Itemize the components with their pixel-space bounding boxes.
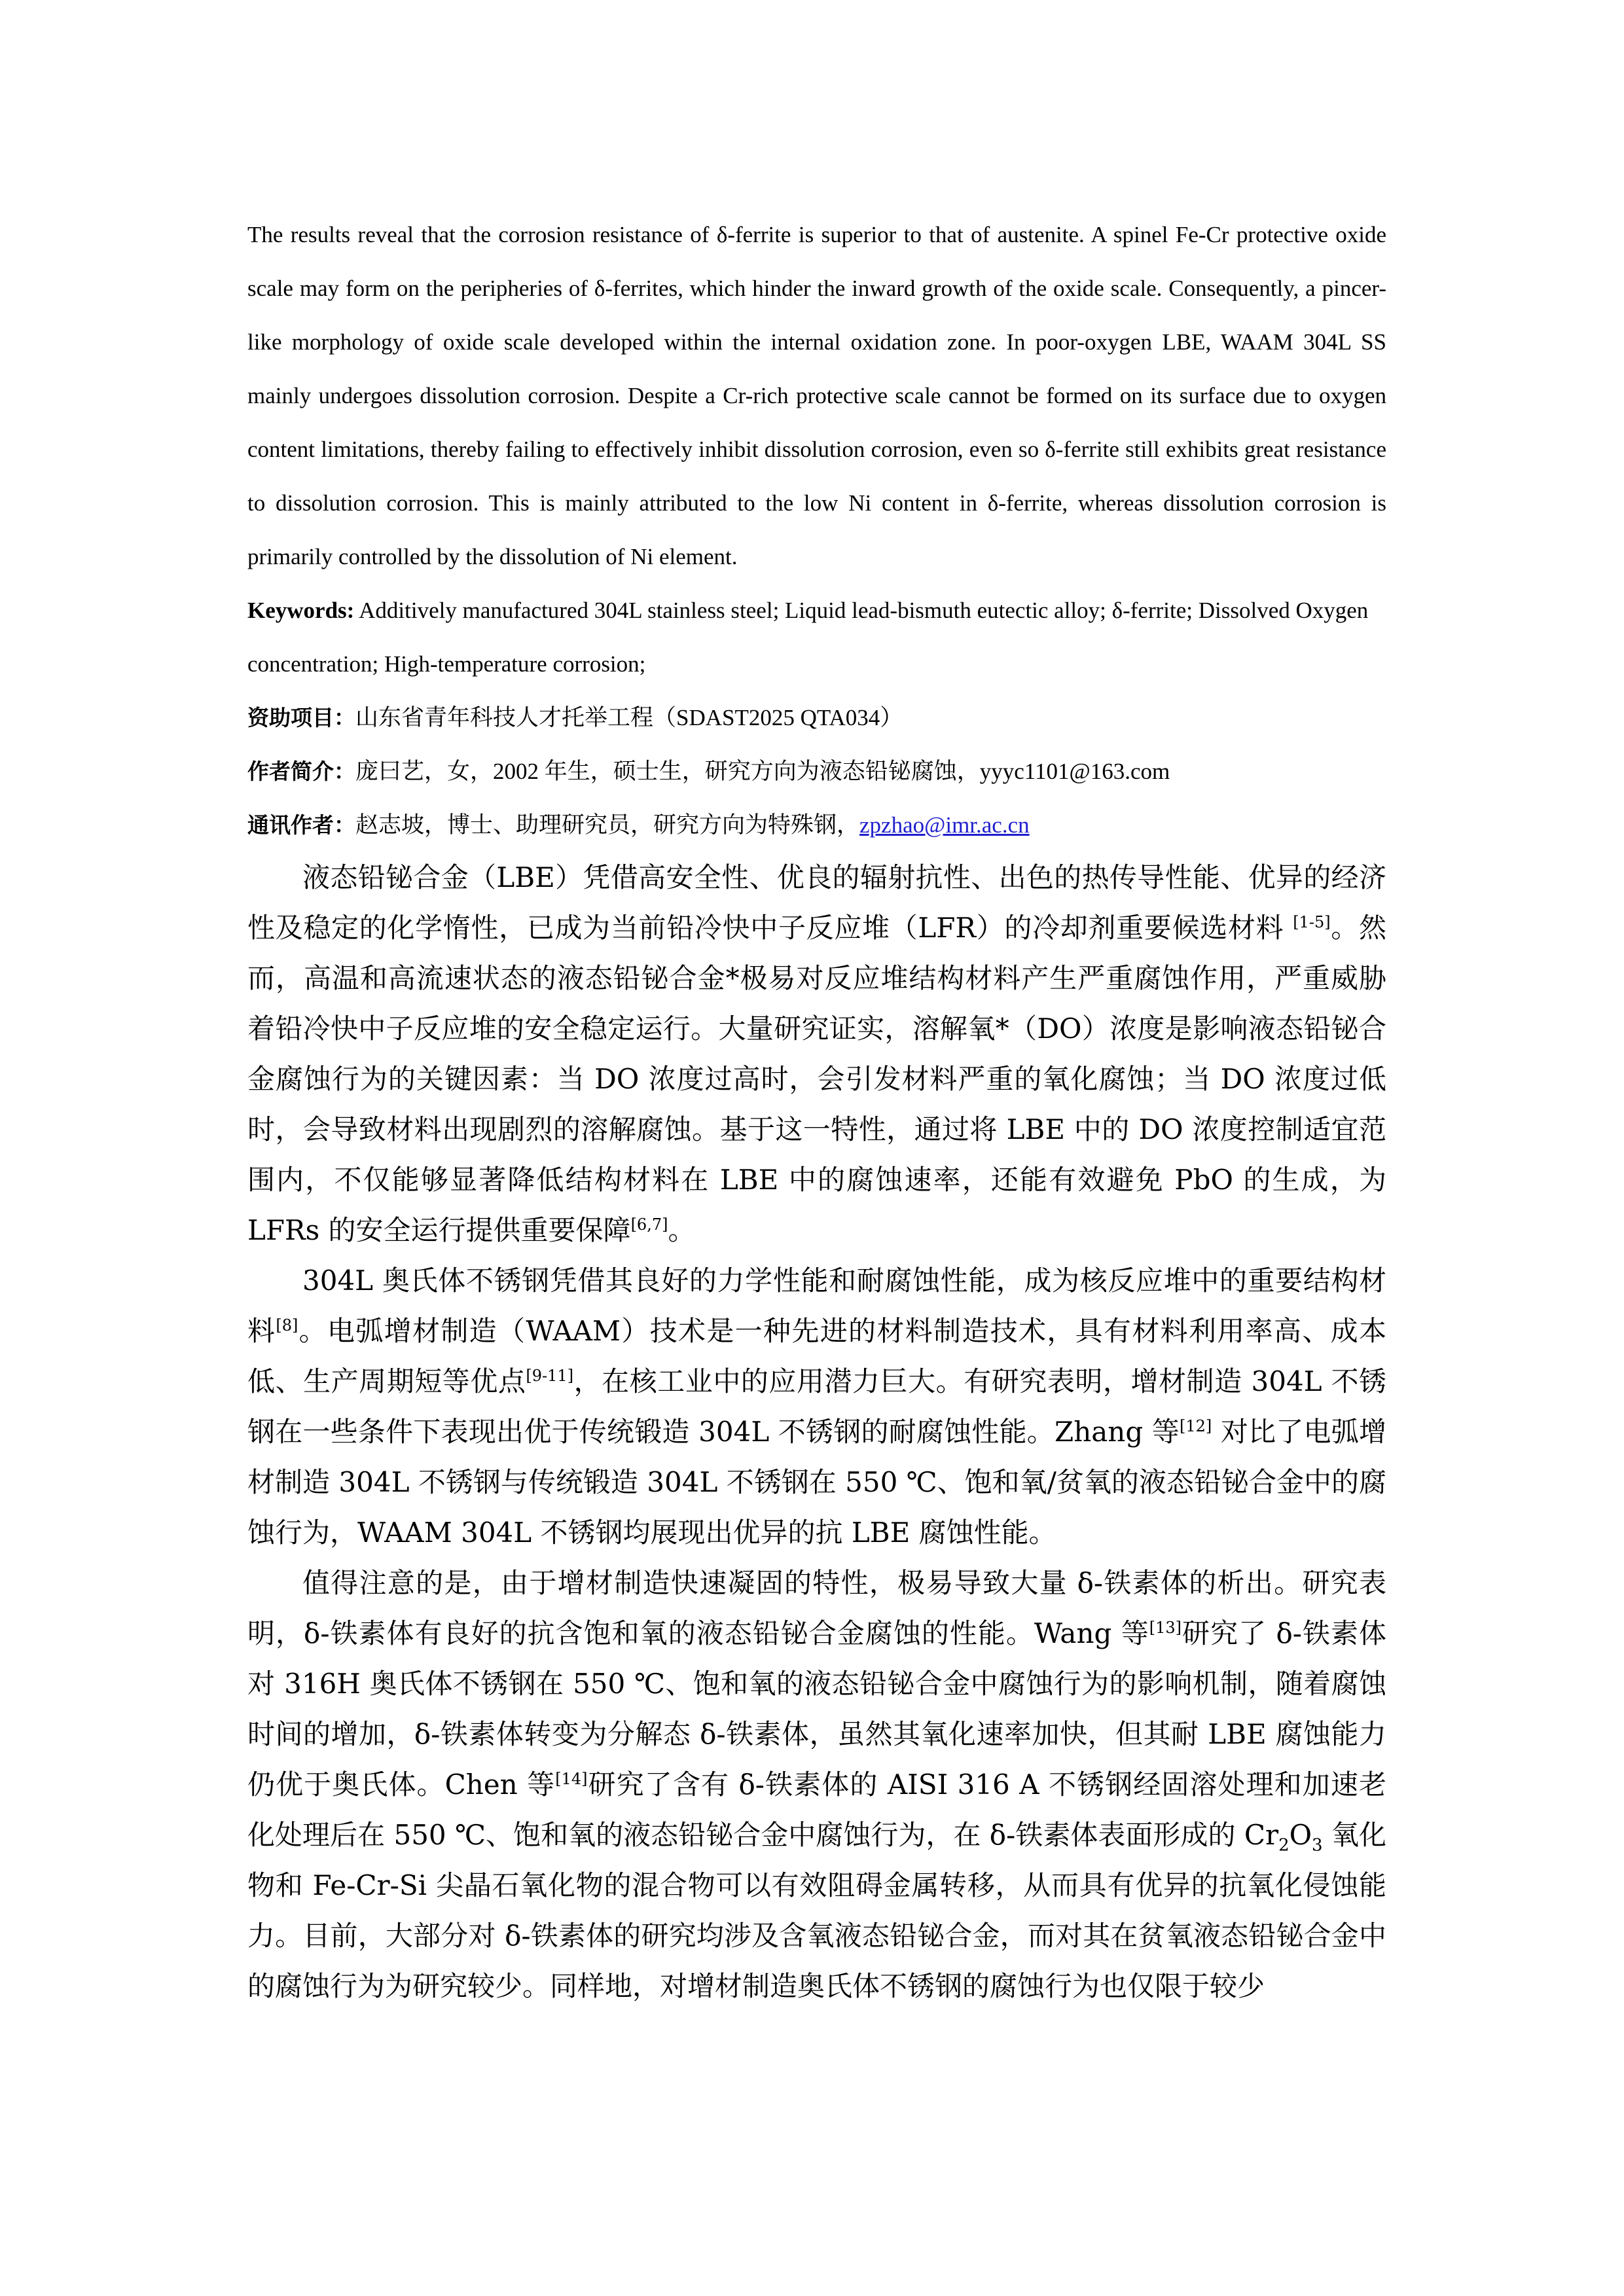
- author-bio-text: 庞曰艺，女，2002 年生，硕士生，研究方向为液态铅铋腐蚀，yyyc1101@163.com: [355, 759, 1170, 784]
- citation: [1-5]: [1293, 913, 1331, 931]
- keywords-label: Keywords:: [247, 598, 355, 623]
- p3-text-e: 氧化物和 Fe-Cr-Si 尖晶石氧化物的混合物可以有效阻碍金属转移，从而具有优异的抗氧化侵蚀能力。目前，大部分对 δ-铁素体的研究均涉及含氧液态铅铋合金，而对其在贫氧液态铅铋合金中的腐蚀行为为研究较少。同样地，对增材制造奥氏体不锈钢的腐蚀行为也仅限于较少: [247, 1819, 1386, 2002]
- author-bio: [247, 745, 1386, 798]
- citation: [12]: [1180, 1417, 1212, 1435]
- p3-text-d: O: [1289, 1819, 1312, 1851]
- p3-text-c: 研究了含有 δ-铁素体的 AISI 316 A 不锈钢经固溶处理和加速老化处理后在 550 ℃、饱和氧的液态铅铋合金中腐蚀行为，在 δ-铁素体表面形成的 Cr: [247, 1768, 1386, 1851]
- citation: [13]: [1149, 1619, 1182, 1637]
- abstract-english: The results reveal that the corrosion resistance of δ-ferrite is superior to that of austenite. A spinel Fe-Cr protective oxide scale may form on the peripheries of δ-ferrites, which hinder the inward growth of the oxide scale. Consequently, a pincer-like morphology of oxide scale developed within the internal oxidation zone. In poor-oxygen LBE, WAAM 304L SS mainly undergoes dissolution corrosion. Despite a Cr-rich protective scale cannot be formed on its surface due to oxygen content limitations, thereby failing to effectively inhibit dissolution corrosion, even so δ-ferrite still exhibits great resistance to dissolution corrosion. This is mainly attributed to the low Ni content in δ-ferrite, whereas dissolution corrosion is primarily controlled by the dissolution of Ni element.: [247, 222, 1386, 569]
- citation: [14]: [555, 1770, 588, 1788]
- citation: [6,7]: [630, 1215, 668, 1234]
- corresponding-author: [247, 798, 1386, 852]
- p1-text-c: 。: [668, 1214, 696, 1246]
- p3-text-b: 研究了 δ-铁素体对 316H 奥氏体不锈钢在 550 ℃、饱和氧的液态铅铋合金中腐蚀行为的影响机制，随着腐蚀时间的增加，δ-铁素体转变为分解态 δ-铁素体，虽然其氧化速率加快，但其耐 LBE 腐蚀能力仍优于奥氏体。Chen 等: [247, 1617, 1386, 1801]
- body-paragraph-2: [247, 1255, 1386, 1558]
- p2-text-c: ，在核工业中的应用潜力巨大。有研究表明，增材制造 304L 不锈钢在一些条件下表现出优于传统锻造 304L 不锈钢的耐腐蚀性能。Zhang 等: [247, 1365, 1386, 1448]
- funding: [247, 691, 1386, 745]
- funding-text: 山东省青年科技人才托举工程（SDAST2025 QTA034）: [355, 705, 903, 730]
- p2-text-d: 对比了电弧增材制造 304L 不锈钢与传统锻造 304L 不锈钢在 550 ℃、饱和氧/贫氧的液态铅铋合金中的腐蚀行为，WAAM 304L 不锈钢均展现出优异的抗 LBE 腐蚀性能。: [247, 1416, 1386, 1549]
- p1-text-a: 液态铅铋合金（LBE）凭借高安全性、优良的辐射抗性、出色的热传导性能、优异的经济性及稳定的化学惰性，已成为当前铅冷快中子反应堆（LFR）的冷却剂重要候选材料: [247, 861, 1386, 944]
- p2-text-b: 。电弧增材制造（WAAM）技术是一种先进的材料制造技术，具有材料利用率高、成本低、生产周期短等优点: [247, 1315, 1386, 1397]
- body-paragraph-3: [247, 1558, 1386, 2011]
- subscript: 3: [1312, 1835, 1323, 1856]
- subscript: 2: [1278, 1835, 1290, 1856]
- body-paragraph-1: [247, 852, 1386, 1255]
- p3-text-a: 值得注意的是，由于增材制造快速凝固的特性，极易导致大量 δ-铁素体的析出。研究表明，δ-铁素体有良好的抗含饱和氧的液态铅铋合金腐蚀的性能。Wang 等: [247, 1567, 1386, 1649]
- p2-text-a: 304L 奥氏体不锈钢凭借其良好的力学性能和耐腐蚀性能，成为核反应堆中的重要结构材料: [247, 1265, 1386, 1347]
- author-bio-label: 作者简介：: [247, 759, 355, 784]
- keywords-text: Additively manufactured 304L stainless steel; Liquid lead-bismuth eutectic alloy; δ-ferrite; Dissolved Oxygen concentration; High-temperature corrosion;: [247, 598, 1369, 677]
- corresponding-text: 赵志坡，博士、助理研究员，研究方向为特殊钢，: [355, 812, 860, 838]
- funding-label: 资助项目：: [247, 705, 355, 730]
- corresponding-email-link[interactable]: zpzhao@imr.ac.cn: [859, 812, 1030, 838]
- page-content: [247, 208, 1386, 2011]
- corresponding-label: 通讯作者：: [247, 812, 355, 838]
- p1-text-b: 。然而，高温和高流速状态的液态铅铋合金*极易对反应堆结构材料产生严重腐蚀作用，严重威胁着铅冷快中子反应堆的安全稳定运行。大量研究证实，溶解氧*（DO）浓度是影响液态铅铋合金腐蚀行为的关键因素：当 DO 浓度过高时，会引发材料严重的氧化腐蚀；当 DO 浓度过低时，会导致材料出现剧烈的溶解腐蚀。基于这一特性，通过将 LBE 中的 DO 浓度控制适宜范围内，不仅能够显著降低结构材料在 LBE 中的腐蚀速率，还能有效避免 PbO 的生成，为 LFRs 的安全运行提供重要保障: [247, 912, 1386, 1246]
- keywords: [247, 584, 1386, 691]
- citation: [8]: [276, 1316, 298, 1335]
- citation: [9-11]: [526, 1367, 574, 1385]
